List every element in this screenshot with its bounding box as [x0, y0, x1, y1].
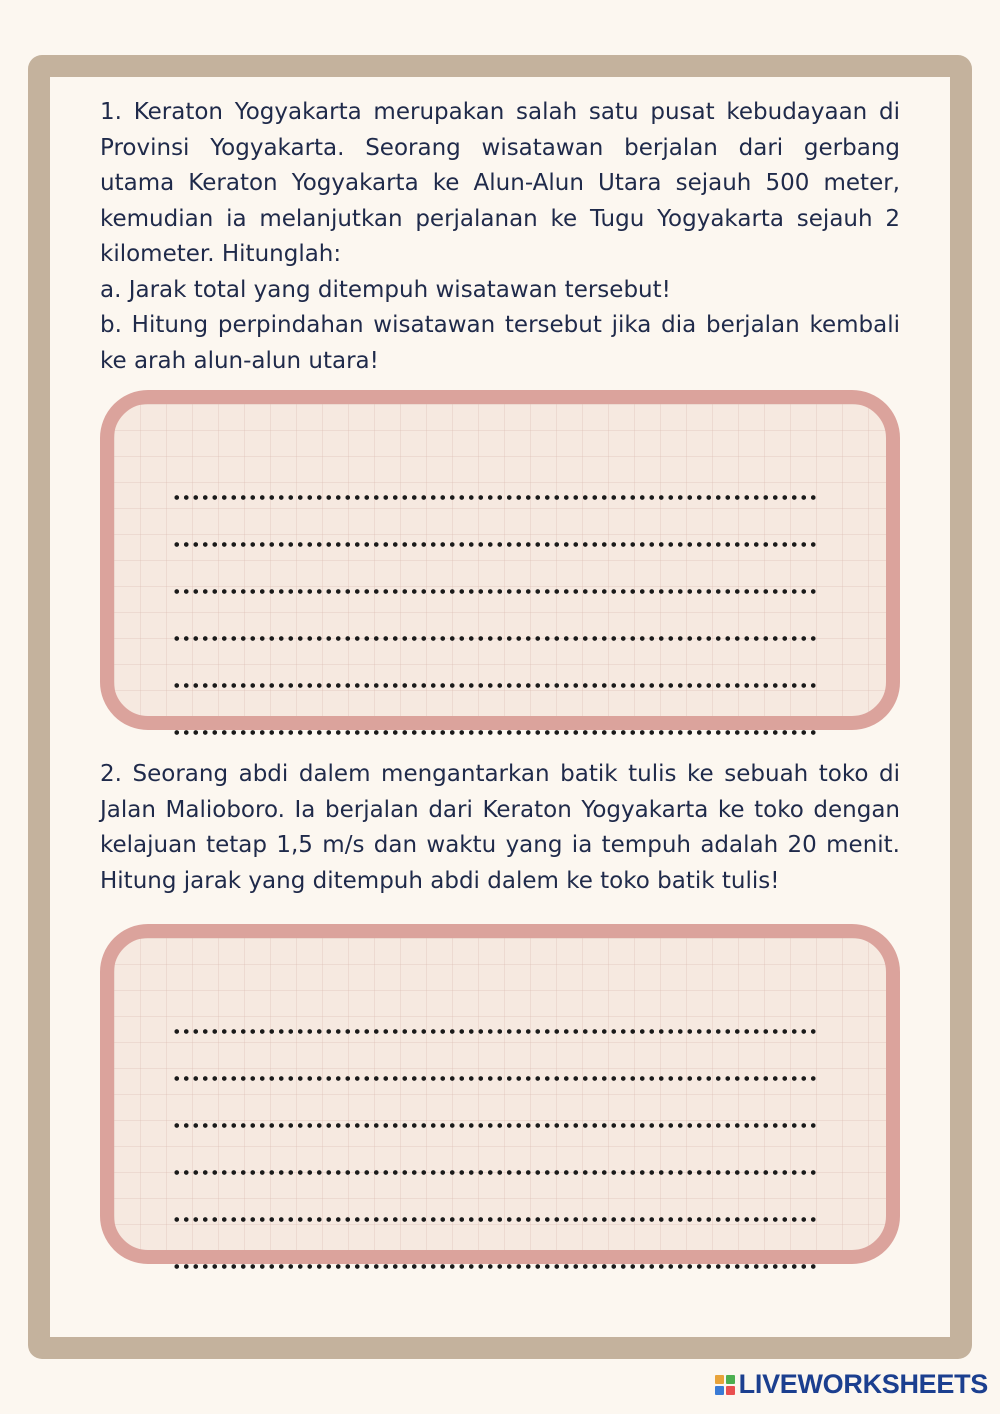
answer-lines-2	[172, 988, 820, 1270]
answer-lines-1	[172, 454, 820, 736]
answer-line[interactable]	[172, 595, 820, 642]
answer-line[interactable]	[172, 642, 820, 689]
liveworksheets-logo[interactable]	[715, 1369, 988, 1400]
answer-line[interactable]	[172, 1176, 820, 1223]
question-1	[100, 95, 900, 379]
liveworksheets-icon	[715, 1375, 735, 1395]
answer-line[interactable]	[172, 501, 820, 548]
answer-line[interactable]	[172, 988, 820, 1035]
answer-box-1[interactable]	[100, 390, 900, 730]
question-2	[100, 757, 900, 899]
logo-square-icon	[715, 1386, 724, 1395]
question-1-part-a: a. Jarak total yang ditempuh wisatawan tersebut!	[100, 276, 671, 303]
answer-line[interactable]	[172, 1129, 820, 1176]
question-1-part-b: b. Hitung perpindahan wisatawan tersebut jika dia berjalan kembali ke arah alun-alun utara!	[100, 312, 900, 374]
logo-square-icon	[726, 1386, 735, 1395]
answer-line[interactable]	[172, 548, 820, 595]
brand-name: LIVEWORKSHEETS	[738, 1369, 988, 1399]
answer-line[interactable]	[172, 1082, 820, 1129]
logo-square-icon	[715, 1375, 724, 1384]
answer-line[interactable]	[172, 689, 820, 736]
question-2-text: 2. Seorang abdi dalem mengantarkan batik tulis ke sebuah toko di Jalan Malioboro. Ia berjalan dari Keraton Yogyakarta ke toko dengan kelajuan tetap 1,5 m/s dan waktu yang ia tempuh adalah 20 menit. Hitung jarak yang ditempuh abdi dalem ke toko batik tulis!	[100, 761, 900, 894]
answer-line[interactable]	[172, 1223, 820, 1270]
answer-box-2[interactable]	[100, 924, 900, 1264]
question-1-text: 1. Keraton Yogyakarta merupakan salah satu pusat kebudayaan di Provinsi Yogyakarta. Seorang wisatawan berjalan dari gerbang utama Keraton Yogyakarta ke Alun-Alun Utara sejauh 500 meter, kemudian ia melanjutkan perjalanan ke Tugu Yogyakarta sejauh 2 kilometer. Hitunglah:	[100, 99, 900, 267]
answer-line[interactable]	[172, 1035, 820, 1082]
answer-line[interactable]	[172, 454, 820, 501]
logo-square-icon	[726, 1375, 735, 1384]
